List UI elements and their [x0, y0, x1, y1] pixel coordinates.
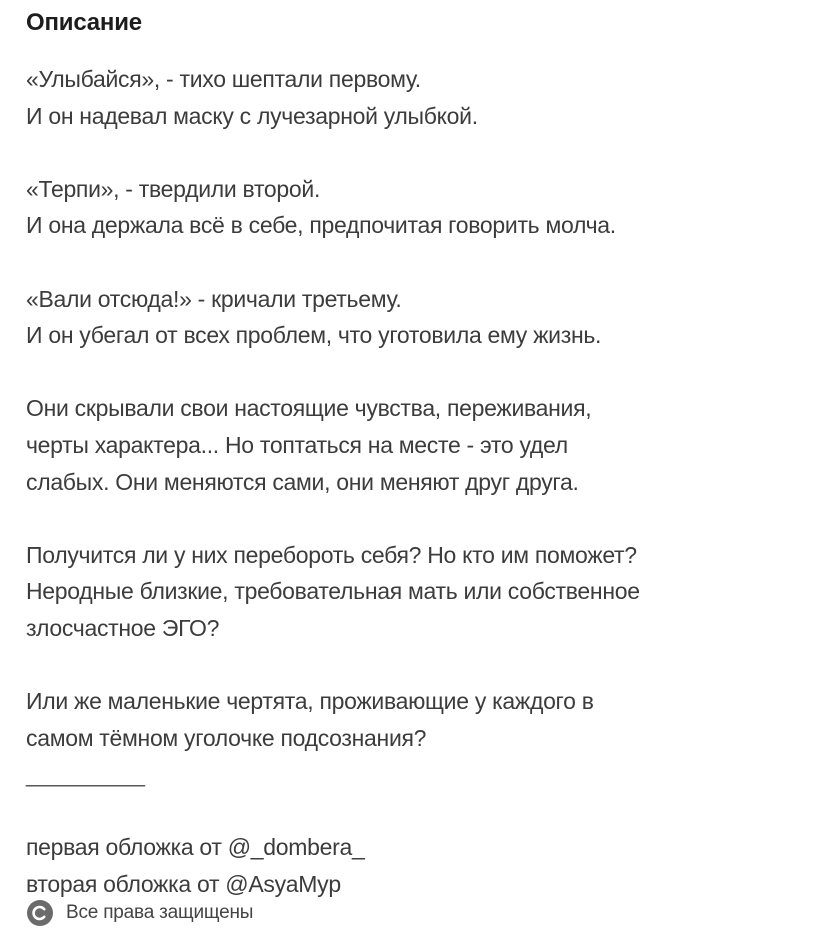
cover-credit-line: первая обложка от @_dombera_ — [26, 834, 365, 861]
description-line: Они скрывали свои настоящие чувства, переживания, — [26, 395, 592, 422]
copyright-notice — [26, 896, 253, 930]
description-line: «Терпи», - твердили второй. — [26, 175, 321, 202]
paragraph-gap — [26, 647, 816, 684]
description-text — [26, 61, 816, 903]
description-line: И она держала всё в себе, предпочитая говорить молча. — [26, 212, 616, 239]
copyright-icon — [26, 899, 54, 927]
description-line: Или же маленькие чертята, проживающие у каждого в — [26, 688, 594, 715]
paragraph-gap — [26, 134, 816, 171]
description-line: самом тёмном уголочке подсознания? — [26, 724, 427, 751]
copyright-label: Все права защищены — [66, 902, 254, 923]
description-line: злосчастное ЭГО? — [26, 614, 220, 641]
paragraph-gap — [26, 793, 816, 830]
description-line: И он убегал от всех проблем, что уготовила ему жизнь. — [26, 322, 602, 349]
description-line: «Улыбайся», - тихо шептали первому. — [26, 66, 421, 92]
paragraph-gap — [26, 500, 816, 537]
description-line: Получится ли у них перебороть себя? Но кто им поможет? — [26, 541, 637, 568]
paragraph-gap — [26, 354, 816, 391]
cover-credit-line: вторая обложка от @AsyaMyp — [26, 871, 341, 898]
description-line: слабых. Они меняются сами, они меняют друг друга. — [26, 468, 579, 495]
text-divider: __________ — [26, 761, 144, 788]
section-title: Описание — [26, 9, 142, 36]
description-line: черты характера... Но топтаться на месте - это удел — [26, 431, 568, 458]
description-line: И он надевал маску с лучезарной улыбкой. — [26, 102, 478, 129]
description-line: «Вали отсюда!» - кричали третьему. — [26, 285, 402, 312]
description-line: Неродные близкие, требовательная мать или собственное — [26, 578, 640, 605]
paragraph-gap — [26, 244, 816, 281]
